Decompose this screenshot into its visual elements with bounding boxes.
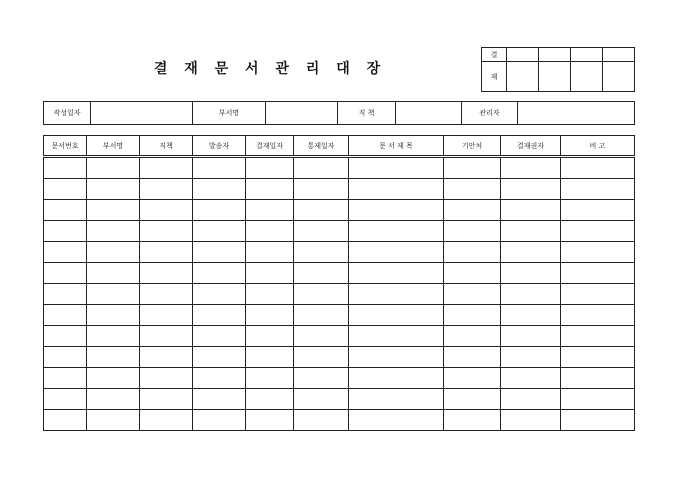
table-cell[interactable]: [87, 347, 140, 368]
table-cell[interactable]: [193, 368, 246, 389]
approval-label-bottom: 재: [482, 62, 507, 92]
table-cell[interactable]: [44, 326, 87, 347]
table-cell[interactable]: [561, 179, 635, 200]
table-cell[interactable]: [444, 200, 501, 221]
column-header: 문서번호: [44, 136, 87, 157]
table-cell[interactable]: [246, 326, 294, 347]
document-register-table: [43, 135, 635, 431]
table-cell[interactable]: [140, 284, 193, 305]
table-row: [44, 263, 635, 284]
table-cell[interactable]: [349, 389, 444, 410]
table-cell[interactable]: [193, 410, 246, 431]
table-cell[interactable]: [87, 221, 140, 242]
column-header: 기안처: [444, 136, 501, 157]
table-cell[interactable]: [294, 263, 349, 284]
table-cell[interactable]: [140, 179, 193, 200]
table-cell[interactable]: [561, 305, 635, 326]
table-cell[interactable]: [246, 410, 294, 431]
table-cell[interactable]: [140, 326, 193, 347]
table-cell[interactable]: [501, 284, 561, 305]
manager-field[interactable]: [518, 102, 635, 125]
table-row: [44, 179, 635, 200]
table-cell[interactable]: [44, 221, 87, 242]
table-cell[interactable]: [561, 263, 635, 284]
table-cell[interactable]: [193, 221, 246, 242]
table-cell[interactable]: [44, 368, 87, 389]
document-title: 결 재 문 서 관 리 대 장: [153, 61, 387, 77]
table-cell[interactable]: [501, 221, 561, 242]
table-cell[interactable]: [501, 368, 561, 389]
table-cell[interactable]: [294, 157, 349, 179]
table-cell[interactable]: [349, 179, 444, 200]
manager-label: 관리자: [462, 102, 518, 125]
table-cell[interactable]: [87, 157, 140, 179]
table-cell[interactable]: [140, 410, 193, 431]
table-row: [44, 242, 635, 263]
table-cell[interactable]: [501, 347, 561, 368]
table-cell[interactable]: [561, 157, 635, 179]
table-cell[interactable]: [444, 347, 501, 368]
table-cell[interactable]: [294, 389, 349, 410]
table-row: [44, 368, 635, 389]
table-cell[interactable]: [246, 179, 294, 200]
table-header-row: [44, 136, 635, 157]
approval-sign-cell[interactable]: [507, 62, 539, 92]
table-cell[interactable]: [44, 179, 87, 200]
info-row: [43, 101, 635, 125]
table-cell[interactable]: [294, 347, 349, 368]
column-header: 결재일자: [246, 136, 294, 157]
table-cell[interactable]: [246, 368, 294, 389]
table-cell[interactable]: [501, 389, 561, 410]
author-date-field[interactable]: [91, 102, 193, 125]
table-cell[interactable]: [501, 326, 561, 347]
table-cell[interactable]: [193, 179, 246, 200]
table-cell[interactable]: [193, 242, 246, 263]
column-header: 통제일자: [294, 136, 349, 157]
table-cell[interactable]: [246, 221, 294, 242]
table-row: [44, 326, 635, 347]
table-cell[interactable]: [87, 263, 140, 284]
table-cell[interactable]: [501, 179, 561, 200]
table-cell[interactable]: [246, 389, 294, 410]
approval-cell[interactable]: [539, 48, 571, 62]
table-cell[interactable]: [193, 326, 246, 347]
table-cell[interactable]: [444, 368, 501, 389]
table-cell[interactable]: [444, 389, 501, 410]
table-cell[interactable]: [444, 242, 501, 263]
table-cell[interactable]: [44, 305, 87, 326]
table-cell[interactable]: [87, 368, 140, 389]
table-cell[interactable]: [349, 242, 444, 263]
table-cell[interactable]: [501, 157, 561, 179]
approval-sign-cell[interactable]: [539, 62, 571, 92]
author-date-label: 작성일자: [44, 102, 91, 125]
table-cell[interactable]: [193, 305, 246, 326]
table-cell[interactable]: [193, 200, 246, 221]
table-cell[interactable]: [140, 200, 193, 221]
approval-cell[interactable]: [603, 48, 635, 62]
table-row: [44, 305, 635, 326]
table-cell[interactable]: [44, 200, 87, 221]
table-cell[interactable]: [561, 410, 635, 431]
table-cell[interactable]: [246, 284, 294, 305]
approval-label-top: 결: [482, 48, 507, 62]
table-cell[interactable]: [193, 157, 246, 179]
table-cell[interactable]: [193, 347, 246, 368]
table-cell[interactable]: [444, 326, 501, 347]
table-row: [44, 284, 635, 305]
table-cell[interactable]: [294, 179, 349, 200]
column-header: 직책: [140, 136, 193, 157]
table-cell[interactable]: [501, 410, 561, 431]
column-header: 문 서 제 목: [349, 136, 444, 157]
table-cell[interactable]: [193, 284, 246, 305]
table-cell[interactable]: [44, 284, 87, 305]
table-cell[interactable]: [44, 263, 87, 284]
table-cell[interactable]: [44, 157, 87, 179]
table-row: [44, 221, 635, 242]
table-cell[interactable]: [349, 263, 444, 284]
table-cell[interactable]: [140, 263, 193, 284]
table-cell[interactable]: [294, 305, 349, 326]
department-label: 부서명: [193, 102, 266, 125]
table-cell[interactable]: [444, 263, 501, 284]
table-cell[interactable]: [349, 200, 444, 221]
table-cell[interactable]: [349, 326, 444, 347]
table-cell[interactable]: [44, 389, 87, 410]
table-cell[interactable]: [501, 242, 561, 263]
table-cell[interactable]: [246, 305, 294, 326]
table-cell[interactable]: [444, 157, 501, 179]
column-header: 부서명: [87, 136, 140, 157]
table-cell[interactable]: [294, 284, 349, 305]
table-cell[interactable]: [87, 326, 140, 347]
table-cell[interactable]: [140, 157, 193, 179]
approval-sign-cell[interactable]: [571, 62, 603, 92]
table-cell[interactable]: [44, 347, 87, 368]
table-cell[interactable]: [246, 242, 294, 263]
table-cell[interactable]: [294, 242, 349, 263]
approval-sign-cell[interactable]: [603, 62, 635, 92]
table-cell[interactable]: [294, 200, 349, 221]
approval-box: [481, 47, 635, 92]
table-cell[interactable]: [444, 221, 501, 242]
table-cell[interactable]: [444, 410, 501, 431]
table-cell[interactable]: [140, 221, 193, 242]
table-cell[interactable]: [294, 326, 349, 347]
table-cell[interactable]: [87, 284, 140, 305]
table-row: [44, 347, 635, 368]
table-cell[interactable]: [87, 305, 140, 326]
table-cell[interactable]: [87, 200, 140, 221]
table-cell[interactable]: [501, 200, 561, 221]
table-cell[interactable]: [349, 305, 444, 326]
table-cell[interactable]: [349, 347, 444, 368]
table-cell[interactable]: [349, 284, 444, 305]
table-cell[interactable]: [140, 389, 193, 410]
table-cell[interactable]: [561, 284, 635, 305]
table-cell[interactable]: [294, 410, 349, 431]
table-cell[interactable]: [349, 157, 444, 179]
table-cell[interactable]: [561, 326, 635, 347]
table-cell[interactable]: [294, 221, 349, 242]
table-row: [44, 389, 635, 410]
table-cell[interactable]: [349, 368, 444, 389]
table-cell[interactable]: [561, 200, 635, 221]
approval-cell[interactable]: [507, 48, 539, 62]
approval-cell[interactable]: [571, 48, 603, 62]
table-cell[interactable]: [561, 368, 635, 389]
table-cell[interactable]: [246, 157, 294, 179]
column-header: 결재권자: [501, 136, 561, 157]
table-cell[interactable]: [294, 368, 349, 389]
table-cell[interactable]: [561, 347, 635, 368]
table-cell[interactable]: [349, 410, 444, 431]
position-field[interactable]: [396, 102, 462, 125]
table-cell[interactable]: [501, 305, 561, 326]
table-cell[interactable]: [87, 410, 140, 431]
table-cell[interactable]: [44, 410, 87, 431]
table-cell[interactable]: [246, 347, 294, 368]
table-cell[interactable]: [193, 389, 246, 410]
table-cell[interactable]: [87, 389, 140, 410]
table-cell[interactable]: [444, 284, 501, 305]
table-cell[interactable]: [140, 242, 193, 263]
table-cell[interactable]: [561, 389, 635, 410]
table-cell[interactable]: [444, 179, 501, 200]
table-cell[interactable]: [501, 263, 561, 284]
table-row: [44, 200, 635, 221]
table-cell[interactable]: [140, 347, 193, 368]
column-header: 발송자: [193, 136, 246, 157]
table-cell[interactable]: [246, 200, 294, 221]
column-header: 비 고: [561, 136, 635, 157]
position-label: 직 책: [338, 102, 396, 125]
table-cell[interactable]: [44, 242, 87, 263]
table-cell[interactable]: [349, 221, 444, 242]
table-cell[interactable]: [193, 263, 246, 284]
table-row: [44, 410, 635, 431]
table-cell[interactable]: [444, 305, 501, 326]
table-cell[interactable]: [246, 263, 294, 284]
table-cell[interactable]: [140, 368, 193, 389]
table-cell[interactable]: [87, 179, 140, 200]
table-cell[interactable]: [140, 305, 193, 326]
table-row: [44, 157, 635, 179]
department-field[interactable]: [266, 102, 338, 125]
table-cell[interactable]: [561, 242, 635, 263]
table-cell[interactable]: [561, 221, 635, 242]
table-cell[interactable]: [87, 242, 140, 263]
